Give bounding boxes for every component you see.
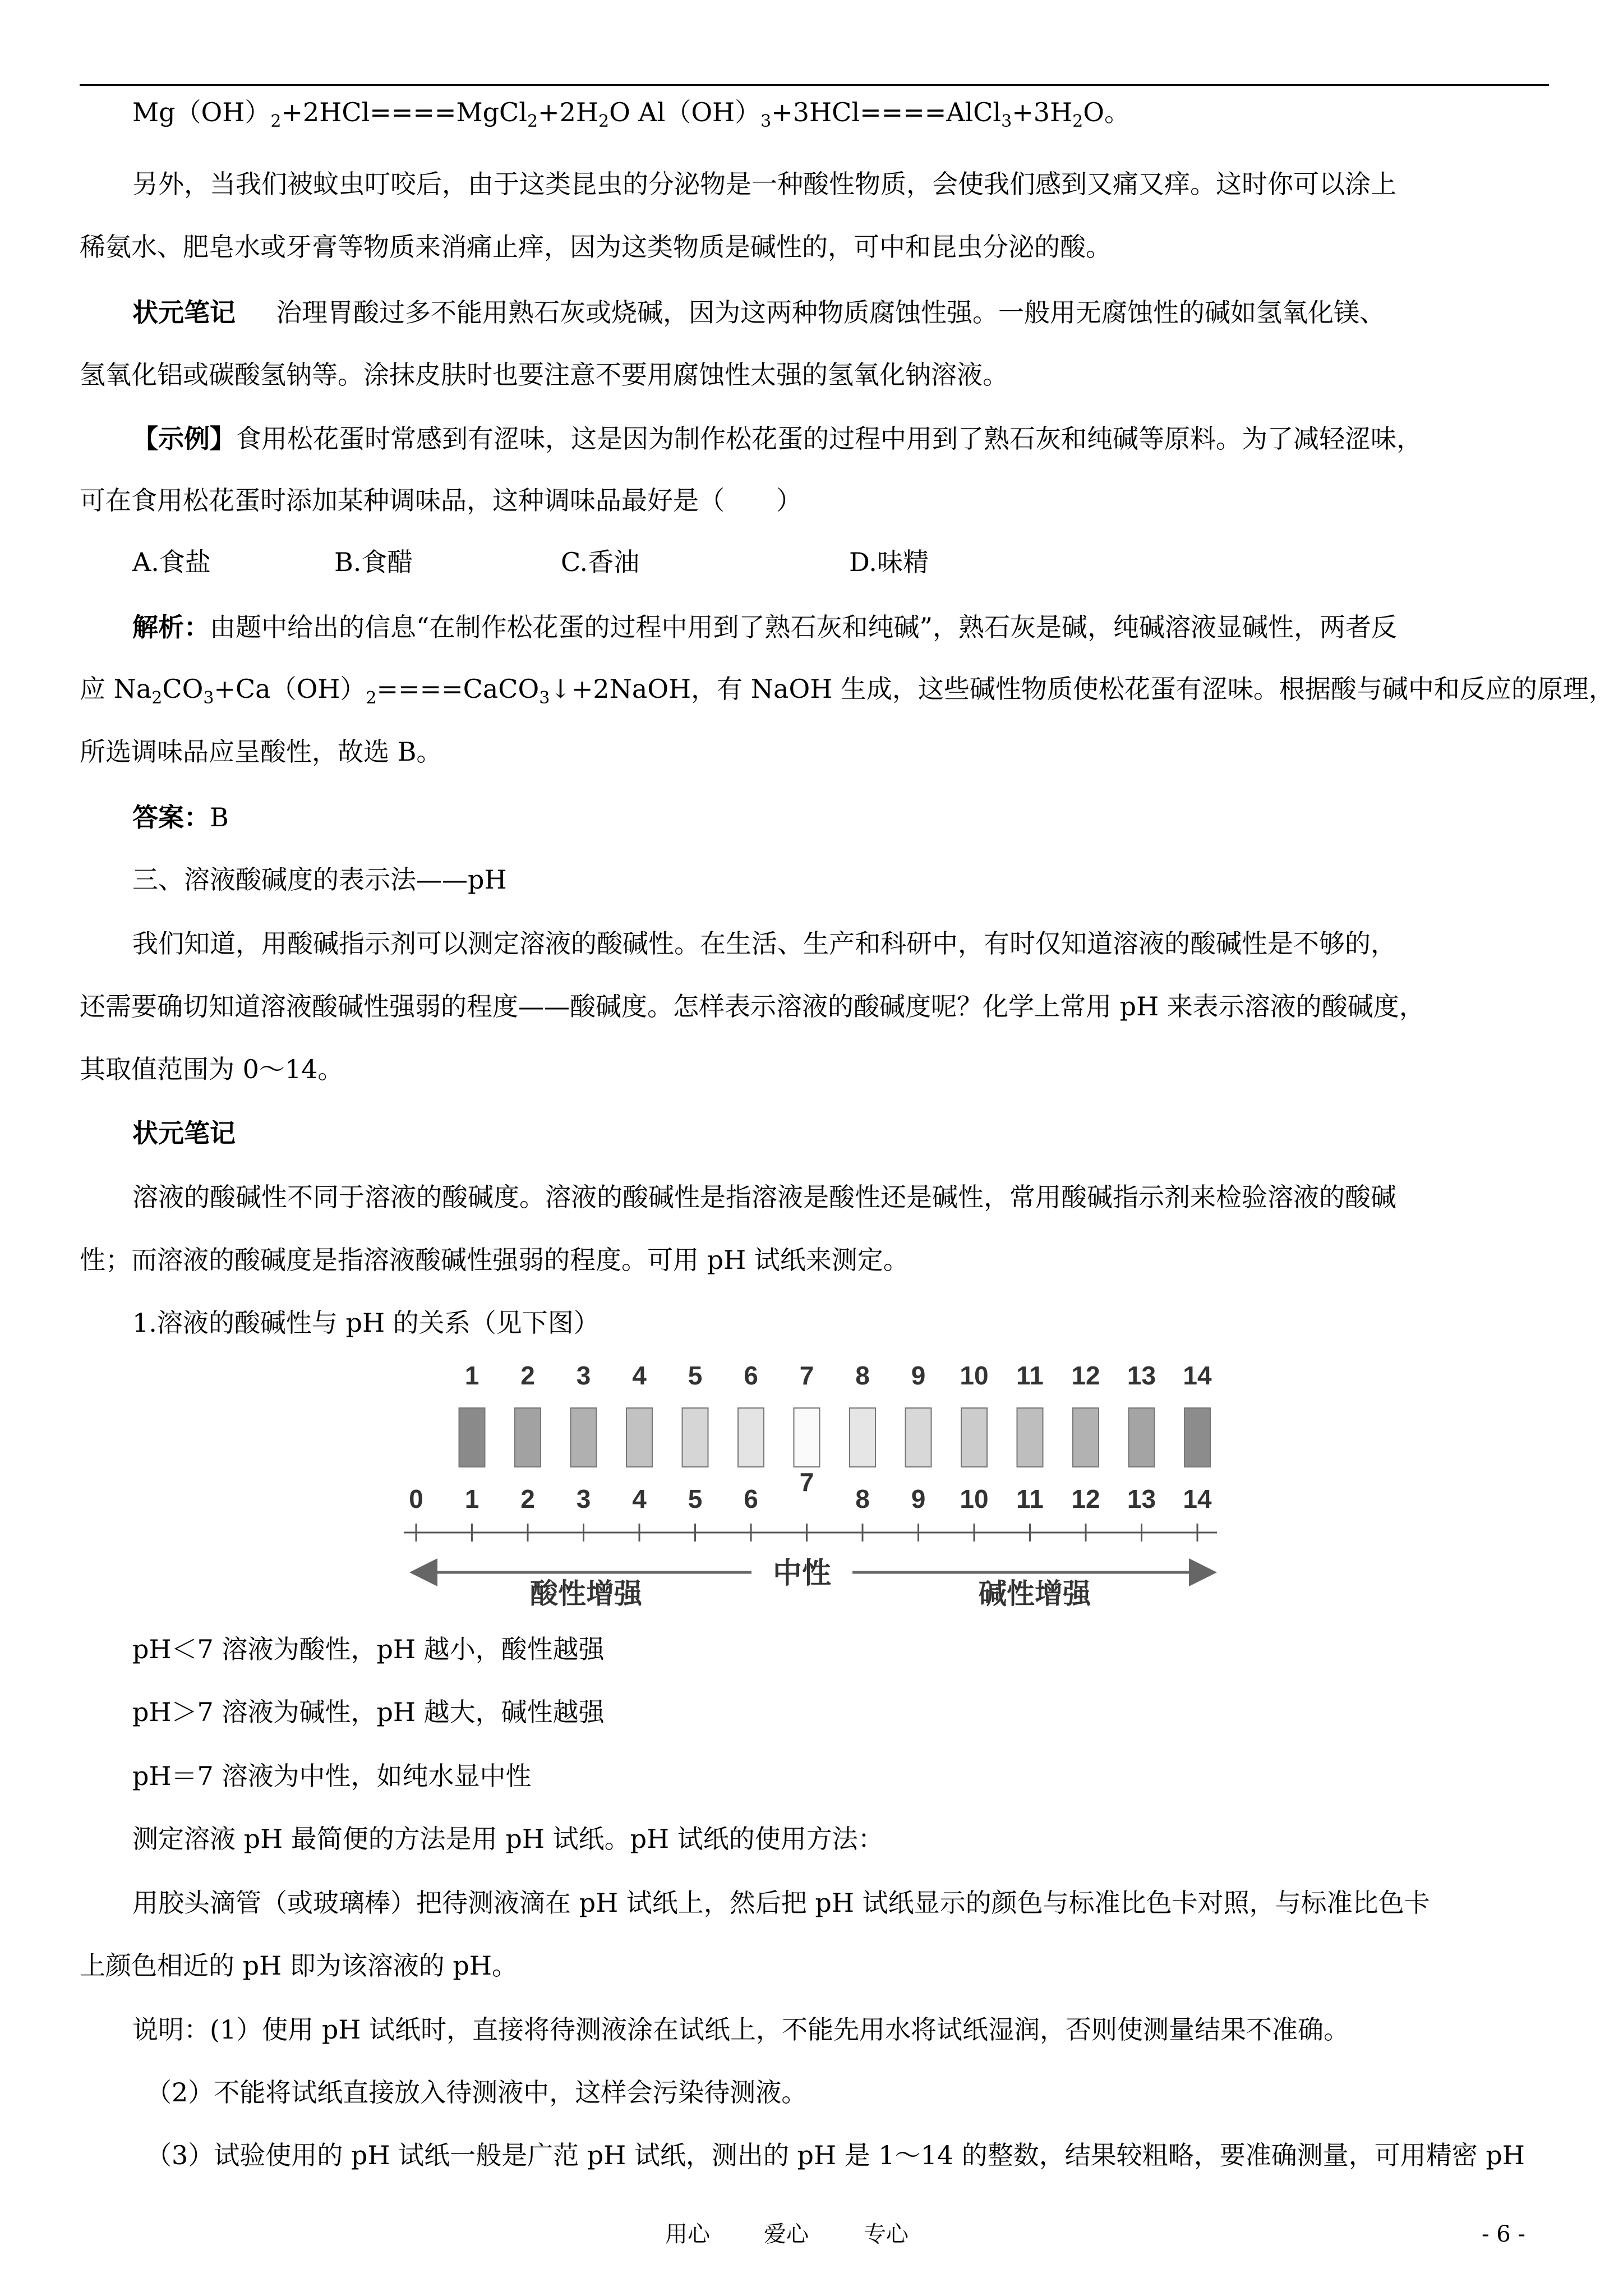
axis-tick-label: 7: [799, 1467, 814, 1497]
paragraph-line: 上颜色相近的 pH 即为该溶液的 pH。: [80, 1950, 518, 1981]
axis-tick-label: 4: [632, 1484, 647, 1513]
footer-left: 用心: [665, 2221, 710, 2247]
ph-color-swatch: [738, 1408, 764, 1467]
paragraph-line: 用胶头滴管（或玻璃棒）把待测液滴在 pH 试纸上，然后把 pH 试纸显示的颜色与标准比色卡对照，与标准比色卡: [132, 1888, 1430, 1918]
section-title: 三、溶液酸碱度的表示法——pH: [132, 864, 507, 895]
ph-color-swatch: [961, 1408, 987, 1467]
swatch-label: 6: [744, 1361, 758, 1390]
paragraph-line: 稀氨水、肥皂水或牙膏等物质来消痛止痒，因为这类物质是碱性的，可中和昆虫分泌的酸。: [80, 232, 1112, 262]
paragraph-line: 其取值范围为 0～14。: [80, 1054, 344, 1084]
analysis-formula-line: 应 $Na_2CO_3+Ca(OH)_2====CaCO_3↓+2NaOH$，有 NaOH 生成，这些碱性物质使松花蛋有涩味。根据酸与碱中和反应的原理，: [80, 674, 1615, 708]
ph-color-swatch: [1184, 1408, 1210, 1467]
axis-tick-label: 2: [520, 1484, 535, 1513]
swatch-label: 3: [576, 1361, 591, 1390]
note-item: （2）不能将试纸直接放入待测液中，这样会污染待测液。: [146, 2077, 808, 2108]
paragraph-line: 还需要确切知道溶液酸碱性强弱的程度——酸碱度。怎样表示溶液的酸碱度呢？化学上常用 pH 来表示溶液的酸碱度，: [80, 991, 1425, 1022]
swatch-label: 5: [688, 1361, 703, 1390]
item-title: 1.溶液的酸碱性与 pH 的关系（见下图）: [132, 1308, 600, 1338]
paragraph-line: 氢氧化铝或碳酸氢钠等。涂抹皮肤时也要注意不要用腐蚀性太强的氢氧化钠溶液。: [80, 360, 1008, 390]
axis-tick-label: 11: [1016, 1484, 1044, 1513]
note-item: 说明：(1）使用 pH 试纸时，直接将待测液涂在试纸上，不能先用水将试纸湿润，否则使测量结果不准确。: [132, 2014, 1350, 2045]
axis-tick-label: 6: [744, 1484, 758, 1513]
base-label: 碱性增强: [979, 1578, 1091, 1609]
note-label: 状元笔记: [132, 1118, 236, 1148]
ph-color-swatch: [571, 1408, 597, 1467]
axis-tick-label: 1: [464, 1484, 479, 1513]
swatch-label: 1: [464, 1361, 479, 1390]
neutral-label: 中性: [772, 1557, 832, 1590]
ph-color-swatch: [906, 1408, 932, 1467]
swatch-label: 2: [520, 1361, 535, 1390]
paragraph-line: 可在食用松花蛋时添加某种调味品，这种调味品最好是（ ）: [80, 485, 802, 516]
swatch-label: 11: [1016, 1361, 1044, 1390]
axis-tick-label: 8: [855, 1484, 870, 1513]
paragraph-line: 性；而溶液的酸碱度是指溶液酸碱性强弱的程度。可用 pH 试纸来测定。: [80, 1245, 909, 1275]
axis-tick-label: 10: [960, 1484, 989, 1513]
ph-scale-diagram: [393, 1352, 1234, 1610]
ph-color-swatch: [683, 1408, 708, 1467]
axis-tick-label: 14: [1183, 1484, 1212, 1513]
ph-color-swatch: [1129, 1408, 1155, 1467]
note-line: 状元笔记 治理胃酸过多不能用熟石灰或烧碱，因为这两种物质腐蚀性强。一般用无腐蚀性的碱如氢氧化镁、: [132, 297, 1385, 328]
axis-tick-label: 12: [1071, 1484, 1100, 1513]
swatch-label: 4: [632, 1361, 647, 1390]
axis-tick-label: 0: [409, 1484, 423, 1513]
paragraph-line: 我们知道，用酸碱指示剂可以测定溶液的酸碱性。在生活、生产和科研中，有时仅知道溶液的酸碱性是不够的，: [132, 928, 1396, 959]
footer-mid: 爱心: [764, 2221, 809, 2247]
page-number: - 6 -: [1482, 2221, 1525, 2247]
paragraph-line: 溶液的酸碱性不同于溶液的酸碱度。溶液的酸碱性是指溶液是酸性还是碱性，常用酸碱指示剂来检验溶液的酸碱: [132, 1182, 1396, 1212]
swatch-label: 7: [799, 1361, 814, 1390]
axis-tick-label: 9: [911, 1484, 926, 1513]
acid-label: 酸性增强: [530, 1578, 642, 1609]
example-line: 【示例】食用松花蛋时常感到有涩味，这是因为制作松花蛋的过程中用到了熟石灰和纯碱等原料。为了减轻涩味，: [132, 424, 1422, 454]
ph-color-swatch: [794, 1408, 820, 1467]
axis-tick-label: 3: [576, 1484, 591, 1513]
footer-right: 专心: [864, 2221, 909, 2247]
option-d: D.味精: [849, 547, 929, 577]
ph-color-swatch: [515, 1408, 541, 1467]
note-label: 状元笔记: [132, 297, 236, 328]
swatch-label: 8: [855, 1361, 870, 1390]
swatch-label: 10: [960, 1361, 989, 1390]
option-c: C.香油: [561, 547, 640, 577]
option-a: A.食盐: [132, 547, 211, 577]
paragraph-line: 测定溶液 pH 最简便的方法是用 pH 试纸。pH 试纸的使用方法：: [132, 1824, 884, 1854]
ph-color-swatch: [459, 1408, 485, 1467]
ph-color-swatch: [626, 1408, 652, 1467]
swatch-label: 13: [1127, 1361, 1156, 1390]
axis-tick-label: 13: [1127, 1484, 1156, 1513]
swatch-label: 12: [1071, 1361, 1100, 1390]
ph-color-swatch: [1017, 1408, 1043, 1467]
paragraph-line: 所选调味品应呈酸性，故选 B。: [80, 737, 442, 767]
rule-line: pH＝7 溶液为中性，如纯水显中性: [132, 1761, 532, 1791]
ph-color-swatch: [1073, 1408, 1099, 1467]
rule-line: pH＞7 溶液为碱性，pH 越大，碱性越强: [132, 1697, 605, 1727]
note-item: （3）试验使用的 pH 试纸一般是广范 pH 试纸，测出的 pH 是 1～14 的整数，结果较粗略，要准确测量，可用精密 pH: [146, 2140, 1525, 2170]
answer-line: [132, 800, 229, 834]
analysis-label: 解析：: [132, 612, 210, 642]
rule-line: pH＜7 溶液为酸性，pH 越小，酸性越强: [132, 1634, 605, 1664]
axis-tick-label: 5: [688, 1484, 703, 1513]
ph-color-swatch: [850, 1408, 875, 1467]
answer-value: B: [210, 802, 229, 832]
formula-line: $Mg(OH)_2+2HCl====MgCl_2+2H_2O$ $Al(OH)_3+3HCl====AlCl_3+3H_2O$。: [132, 97, 1130, 131]
swatch-label: 9: [911, 1361, 926, 1390]
analysis-line: 解析：由题中给出的信息“在制作松花蛋的过程中用到了熟石灰和纯碱”，熟石灰是碱，纯碱溶液显碱性，两者反: [132, 612, 1398, 642]
example-label: 【示例】: [132, 424, 236, 454]
paragraph-line: 另外，当我们被蚊虫叮咬后，由于这类昆虫的分泌物是一种酸性物质，会使我们感到又痛又痒。这时你可以涂上: [132, 169, 1396, 199]
option-b: B.食醋: [334, 547, 413, 577]
header-rule: [80, 84, 1549, 86]
answer-label: 答案：: [132, 802, 210, 832]
swatch-label: 14: [1183, 1361, 1212, 1390]
